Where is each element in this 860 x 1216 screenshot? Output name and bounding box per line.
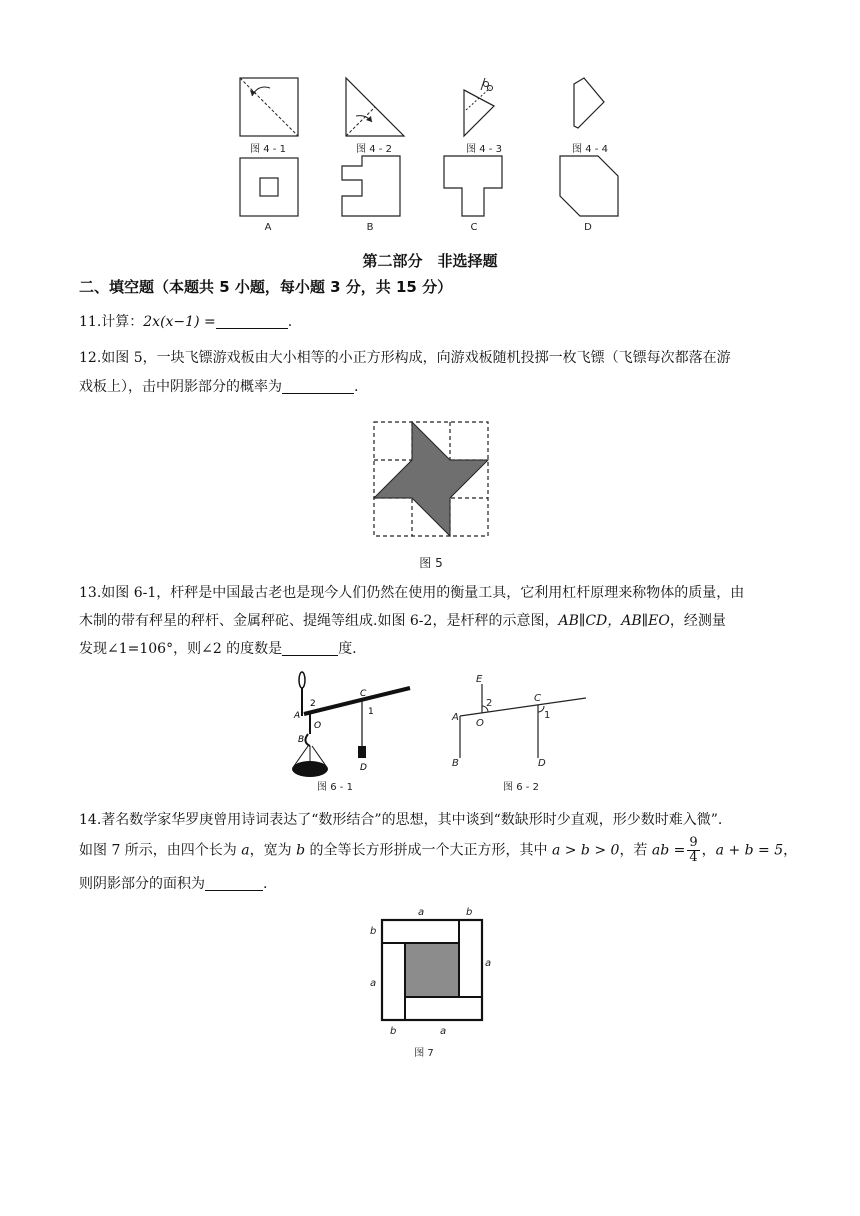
option-c-label: C bbox=[470, 222, 478, 233]
q14-answer-blank[interactable] bbox=[205, 874, 263, 891]
figure-4-3-label: 图 4 - 3 bbox=[466, 144, 502, 155]
figure-6-2 bbox=[446, 666, 592, 794]
fig6-2-point-b: B bbox=[452, 758, 459, 769]
fig6-1-point-a: A bbox=[294, 711, 301, 721]
fig6-1-angle-2: 2 bbox=[310, 699, 316, 709]
q11-prefix: 11.计算： bbox=[79, 314, 144, 330]
question-14-line-3 bbox=[79, 870, 267, 898]
q14-text-e: ， bbox=[701, 842, 716, 859]
question-13-line-1: 13.如图 6-1，杆秤是中国最古老也是现今人们仍然在使用的衡量工具，它利用杠杆原理来称物体的质量，由 bbox=[79, 585, 745, 601]
figure-6-2-label: 图 6 - 2 bbox=[503, 782, 539, 793]
fig6-2-point-e: E bbox=[476, 674, 483, 685]
fig7-label-a-right: a bbox=[485, 958, 492, 969]
q11-answer-blank[interactable] bbox=[216, 312, 288, 329]
q14-text-f: ， bbox=[783, 842, 798, 859]
fig6-1-point-c: C bbox=[360, 689, 367, 699]
figure-5 bbox=[366, 414, 496, 574]
fig7-label-b-top: b bbox=[466, 907, 473, 918]
q13-line-3-end: 度. bbox=[338, 641, 357, 657]
figure-7-label: 图 7 bbox=[414, 1048, 434, 1059]
q12-end: . bbox=[354, 379, 359, 395]
q14-var-a: a bbox=[241, 842, 250, 859]
q14-sum: a + b = 5 bbox=[715, 842, 784, 859]
q14-inequality: a > b > 0 bbox=[551, 842, 620, 859]
fig7-label-a-bottom: a bbox=[440, 1026, 447, 1037]
fig6-2-point-o: O bbox=[476, 718, 484, 729]
q14-product: ab = bbox=[651, 842, 686, 859]
figure-4 bbox=[232, 70, 628, 240]
figure-7-drawing bbox=[362, 904, 502, 1042]
fig6-2-point-d: D bbox=[538, 758, 546, 769]
fig6-1-point-o: O bbox=[314, 721, 322, 731]
fig7-label-a-left: a bbox=[370, 978, 377, 989]
q13-answer-blank[interactable] bbox=[282, 639, 338, 656]
q14-text-d: ，若 bbox=[619, 842, 652, 859]
question-14-line-2 bbox=[79, 836, 797, 865]
q14-text-a: 如图 7 所示，由四个长为 bbox=[79, 842, 242, 859]
question-12-line-2 bbox=[79, 373, 358, 401]
q13-line-3-text: 发现∠1=106°，则∠2 的度数是 bbox=[79, 641, 283, 657]
q13-line-2-text: 木制的带有秤星的秤杆、金属秤砣、提绳等组成.如图 6-2，是杆秤的示意图， bbox=[79, 613, 559, 629]
figure-5-label: 图 5 bbox=[419, 556, 443, 570]
question-12-line-1: 12.如图 5，一块飞镖游戏板由大小相等的小正方形构成，向游戏板随机投掷一枚飞镖（飞镖每次都落在游 bbox=[79, 350, 731, 366]
fig6-2-point-a: A bbox=[452, 712, 459, 723]
q14-line-3-text: 则阴影部分的面积为 bbox=[79, 876, 205, 892]
fig6-1-point-d: D bbox=[360, 763, 367, 773]
q14-text-c: 的全等长方形拼成一个大正方形，其中 bbox=[305, 842, 552, 859]
option-b-label: B bbox=[366, 222, 374, 233]
question-13-line-2 bbox=[79, 607, 726, 635]
figure-5-drawing bbox=[366, 414, 496, 554]
q12-answer-blank[interactable] bbox=[282, 377, 354, 394]
q14-fraction bbox=[687, 836, 699, 865]
fig6-1-angle-1: 1 bbox=[368, 707, 374, 717]
q14-var-b: b bbox=[296, 842, 306, 859]
q11-equals: = bbox=[199, 314, 216, 330]
section-2-title: 二、填空题（本题共 5 小题，每小题 3 分，共 15 分） bbox=[79, 278, 453, 296]
question-13-line-3 bbox=[79, 635, 357, 663]
fig6-1-point-b: B bbox=[298, 735, 305, 745]
option-a-label: A bbox=[264, 222, 272, 233]
fig7-label-a-top: a bbox=[418, 907, 425, 918]
figure-6-1-label: 图 6 - 1 bbox=[317, 782, 353, 793]
figure-4-drawing bbox=[232, 70, 628, 240]
figure-6-1-drawing bbox=[280, 666, 416, 778]
fig7-label-b-bottom: b bbox=[390, 1026, 397, 1037]
figure-6-1 bbox=[280, 666, 416, 794]
q11-end: . bbox=[287, 314, 293, 330]
figure-4-2-label: 图 4 - 2 bbox=[356, 144, 392, 155]
fig6-2-angle-1: 1 bbox=[544, 710, 551, 721]
question-14-line-1: 14.著名数学家华罗庚曾用诗词表达了“数形结合”的思想，其中谈到“数缺形时少直观，形少数时难入微”. bbox=[79, 812, 723, 828]
fig6-2-point-c: C bbox=[534, 693, 541, 704]
q13-parallel-conditions: AB∥CD，AB∥EO bbox=[558, 613, 670, 629]
part-title: 第二部分 非选择题 bbox=[362, 252, 498, 270]
q14-end: . bbox=[263, 876, 268, 892]
q14-fraction-denominator: 4 bbox=[689, 850, 698, 865]
figure-4-4-label: 图 4 - 4 bbox=[572, 144, 608, 155]
q11-expression: 2x(x−1) bbox=[143, 314, 200, 330]
figure-7 bbox=[362, 904, 502, 1064]
q12-line-2-text: 戏板上），击中阴影部分的概率为 bbox=[79, 379, 282, 395]
q14-fraction-numerator: 9 bbox=[689, 835, 698, 850]
fig7-label-b-left: b bbox=[370, 926, 377, 937]
figure-6-2-drawing bbox=[446, 666, 592, 778]
fig6-2-angle-2: 2 bbox=[486, 698, 493, 709]
option-d-label: D bbox=[584, 222, 592, 233]
figure-4-1-label: 图 4 - 1 bbox=[250, 144, 286, 155]
question-11 bbox=[79, 308, 292, 336]
q13-line-2-end: ，经测量 bbox=[669, 613, 726, 629]
q14-text-b: ，宽为 bbox=[249, 842, 297, 859]
